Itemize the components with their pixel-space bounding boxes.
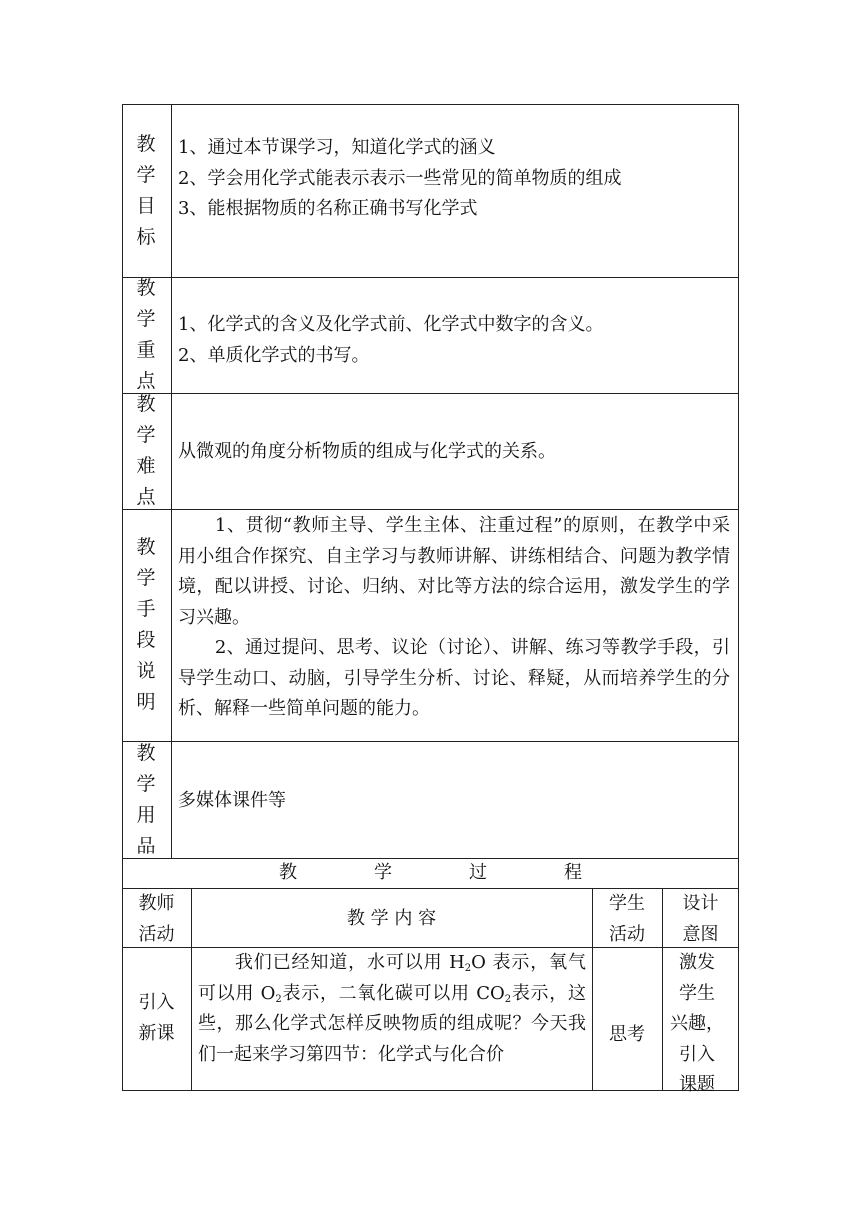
- label-char: 目: [136, 194, 156, 217]
- label-char: 教: [136, 277, 156, 299]
- section-label-methods: [122, 509, 170, 741]
- label-char: 段: [136, 629, 156, 651]
- label-char: 教: [136, 536, 156, 558]
- materials-line: 多媒体课件等: [178, 790, 286, 811]
- section-label-key-points: [122, 277, 170, 393]
- content-text: O 表示，氧气可以用 O: [198, 952, 586, 1004]
- label-char: 用: [136, 804, 156, 826]
- subscript: 2: [504, 993, 512, 1005]
- cell-text: 思考: [609, 1024, 645, 1045]
- row-student-activity: [592, 1020, 662, 1051]
- key-points-content: [178, 310, 733, 371]
- label-char: 说: [136, 660, 156, 682]
- row-teaching-content: [198, 948, 586, 1070]
- cell-text: 激发: [679, 952, 715, 973]
- subscript: 2: [464, 963, 472, 974]
- materials-content: [178, 786, 733, 817]
- header-text: 教 学 内 容: [346, 908, 437, 929]
- label-char: 教: [136, 742, 156, 764]
- header-text: 设计: [682, 893, 719, 914]
- label-char: 重: [136, 339, 156, 361]
- content-paragraph: [198, 948, 586, 1070]
- row-divider: [122, 277, 739, 278]
- row-divider: [122, 509, 739, 510]
- subscript: 2: [275, 993, 282, 1005]
- key-point-line: 2、单质化学式的书写。: [178, 344, 370, 366]
- label-char: 手: [136, 598, 156, 620]
- header-teacher-activity: [122, 889, 191, 950]
- process-title-char: 程: [564, 862, 582, 883]
- methods-content: [178, 511, 730, 725]
- label-char: 学: [136, 567, 156, 589]
- objective-line: 2、学会用化学式能表示表示一些常见的简单物质的组成: [178, 167, 622, 189]
- content-text: 我们已经知道，水可以用 H: [234, 952, 465, 973]
- cell-text: 新课: [138, 1022, 175, 1044]
- row-divider: [122, 741, 739, 742]
- content-text: 表示，这些，那么化学式怎样反映物质的组成呢？今天我们一起来学习第四节：化学式与化合价: [198, 982, 587, 1065]
- process-title: [122, 858, 739, 888]
- label-char: 学: [136, 308, 156, 330]
- label-char: 明: [136, 691, 156, 713]
- methods-paragraph: 1、贯彻“教师主导、学生主体、注重过程”的原则，在教学中采用小组合作探究、自主学习与教师讲解、讲练相结合、问题为教学情境，配以讲授、讨论、归纳、对比等方法的综合运用，激发学生的学习兴趣。: [178, 515, 730, 628]
- cell-text: 兴趣，: [670, 1013, 724, 1034]
- header-text: 意图: [682, 923, 719, 945]
- cell-text: 课题: [679, 1074, 715, 1095]
- header-design-intent: [662, 889, 739, 950]
- label-char: 点: [136, 370, 156, 392]
- header-teaching-content: [191, 904, 592, 935]
- process-title-char: 过: [469, 862, 487, 883]
- label-char: 学: [136, 773, 156, 795]
- label-char: 教: [136, 132, 156, 155]
- label-char: 难: [136, 455, 156, 477]
- header-text: 活动: [609, 923, 645, 945]
- label-char: 教: [136, 393, 156, 415]
- label-column-divider: [171, 104, 172, 859]
- cell-text: 学生: [679, 982, 715, 1004]
- row-design-intent: [662, 948, 732, 1101]
- process-title-char: 学: [374, 862, 392, 883]
- difficulty-line: 从微观的角度分析物质的组成与化学式的关系。: [178, 441, 556, 462]
- cell-text: 引入: [138, 992, 175, 1013]
- header-student-activity: [592, 889, 662, 950]
- label-char: 标: [136, 225, 156, 248]
- section-label-objectives: [122, 104, 170, 277]
- section-label-materials: [122, 741, 170, 859]
- label-char: 学: [136, 424, 156, 446]
- content-text: 表示，二氧化碳可以用 CO: [281, 982, 505, 1004]
- objective-line: 3、能根据物质的名称正确书写化学式: [178, 198, 478, 219]
- label-char: 点: [136, 486, 156, 508]
- section-label-difficulties: [122, 393, 170, 509]
- cell-text: 引入: [679, 1043, 715, 1065]
- process-title-char: 教: [279, 862, 297, 883]
- difficulties-content: [178, 437, 733, 468]
- header-text: 活动: [138, 923, 175, 945]
- header-text: 学生: [609, 893, 645, 914]
- label-char: 学: [136, 163, 156, 186]
- methods-paragraph: 2、通过提问、思考、议论（讨论）、讲解、练习等教学手段，引导学生动口、动脑，引导学生分析、讨论、释疑，从而培养学生的分析、解释一些简单问题的能力。: [178, 637, 730, 719]
- label-char: 品: [136, 835, 156, 857]
- row-teacher-activity: [122, 988, 191, 1049]
- objective-line: 1、通过本节课学习，知道化学式的涵义: [178, 137, 496, 158]
- objectives-content: [178, 133, 733, 225]
- row-divider: [122, 393, 739, 394]
- key-point-line: 1、化学式的含义及化学式前、化学式中数字的含义。: [178, 314, 604, 335]
- header-text: 教师: [138, 893, 175, 914]
